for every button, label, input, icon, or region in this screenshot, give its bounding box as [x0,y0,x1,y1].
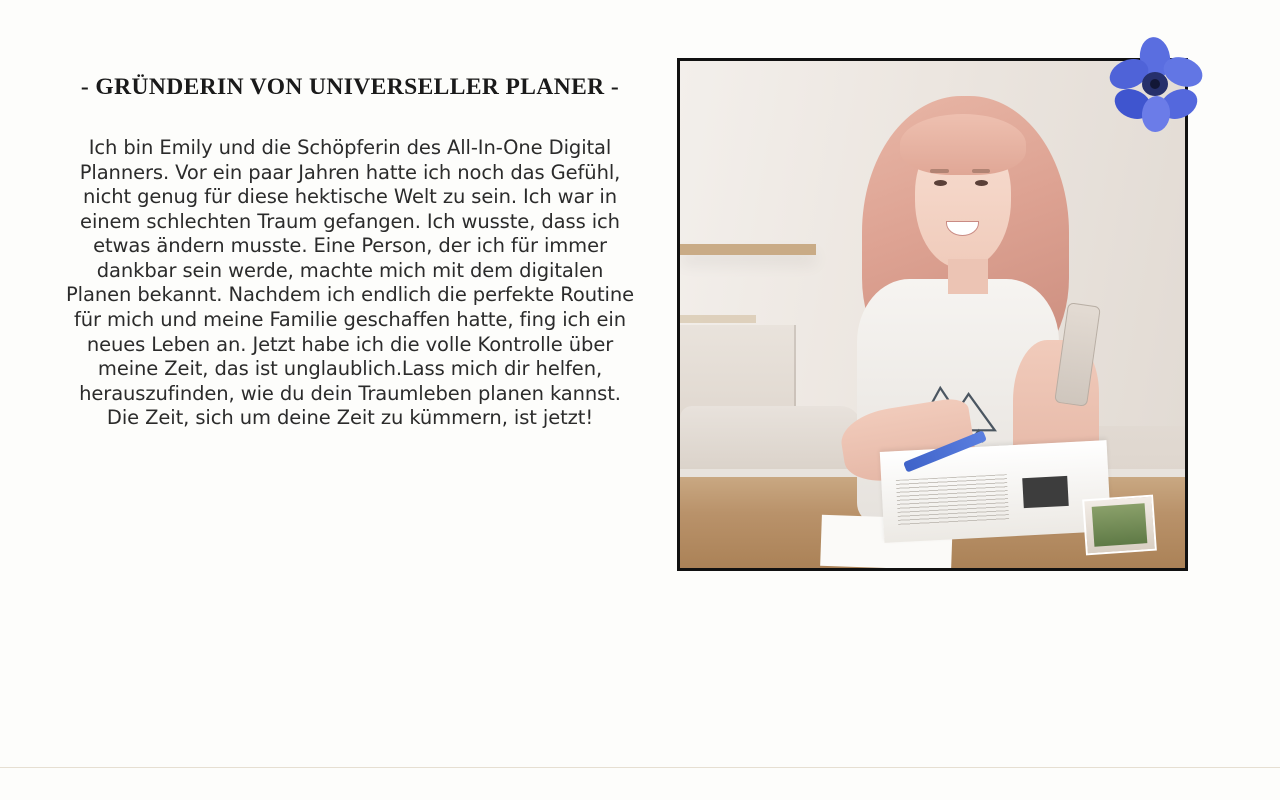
desk-photo-card [1082,495,1156,556]
person-eyebrow-left [930,169,948,173]
person-fringe [900,114,1026,175]
blue-anemone-flower-icon [1099,36,1211,134]
person-neck [948,259,988,294]
desk-photo-card-image [1091,503,1147,546]
page-title: - GRÜNDERIN VON UNIVERSELLER PLANER - [80,74,620,100]
body-paragraph: Ich bin Emily und die Schöpferin des All-In-One Digital Planners. Vor ein paar Jahren hatte ich noch das Gefühl, nicht genug für diese hektische Welt zu sein. Ich war in einem schlechten Traum gefangen. Ich wusste, dass ich etwas ändern musste. Eine Person, der ich für immer dankbar sein werde, machte mich mit dem digitalen Planen bekannt. Nachdem ich endlich die perfekte Routine für mich und meine Familie geschaffen hatte, fing ich ein neues Leben an. Jetzt habe ich die volle Kontrolle über meine Zeit, das ist unglaublich.Lass mich dir helfen, herauszufinden, wie du dein Traumleben planen kannst. Die Zeit, sich um deine Zeit zu kümmern, ist jetzt! [66,136,634,430]
person-eye-left [934,180,947,186]
magazine-image-block [1023,476,1070,509]
photo-frame [677,58,1188,571]
magazine-text-lines [896,474,1009,525]
person-eyebrow-right [972,169,990,173]
person-eye-right [975,180,988,186]
text-column [60,72,640,431]
portrait-photo [680,61,1185,568]
footer-strip [0,767,1280,800]
